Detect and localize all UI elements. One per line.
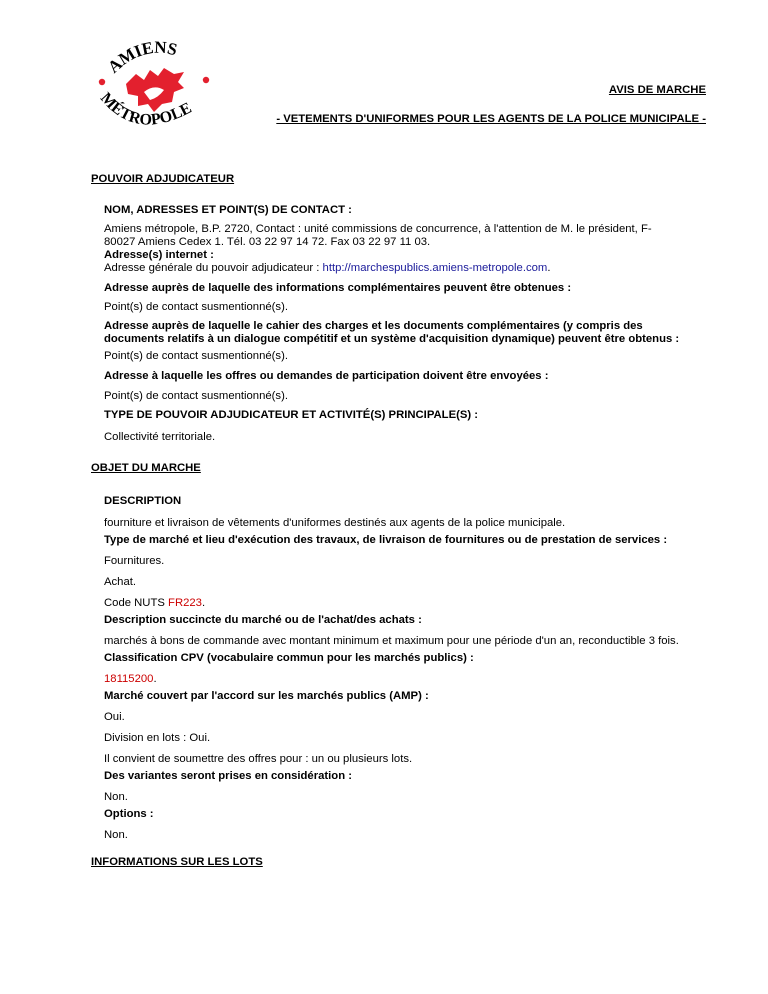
amiens-metropole-logo [92, 40, 216, 144]
nuts-line [104, 596, 708, 610]
contact-line-2: 80027 Amiens Cedex 1. Tél. 03 22 97 14 72. Fax 03 22 97 11 03. [104, 236, 431, 248]
type-value: Collectivité territoriale. [104, 431, 216, 443]
fournitures-value: Fournitures. [104, 555, 165, 567]
internet-line [104, 261, 708, 275]
internet-label: Adresse(s) internet : [104, 249, 214, 261]
section-objet-heading: OBJET DU MARCHE [91, 462, 201, 474]
notice-subtitle: - VETEMENTS D'UNIFORMES POUR LES AGENTS DE LA POLICE MUNICIPALE - [276, 113, 706, 125]
offres-label: Adresse à laquelle les offres ou demandes de participation doivent être envoyées : [104, 370, 549, 382]
nuts-code: FR223 [168, 597, 202, 609]
options-value: Non. [104, 829, 128, 841]
variantes-label: Des variantes seront prises en considération : [104, 770, 352, 782]
internet-suffix: . [547, 262, 551, 274]
nuts-suffix: . [201, 597, 206, 609]
nuts-prefix: Code NUTS [104, 597, 169, 609]
soumettre-value: Il convient de soumettre des offres pour : un ou plusieurs lots. [104, 753, 413, 765]
succincte-value: marchés à bons de commande avec montant minimum et maximum pour une période d'un an, reconductible 3 fois. [104, 635, 679, 647]
cpv-line [104, 672, 708, 686]
offres-value: Point(s) de contact susmentionné(s). [104, 390, 288, 402]
contact-line-1: Amiens métropole, B.P. 2720, Contact : unité commissions de concurrence, à l'attention de M. le président, F- [104, 223, 652, 235]
notice-title: AVIS DE MARCHE [608, 84, 706, 96]
amp-label: Marché couvert par l'accord sur les marchés publics (AMP) : [104, 690, 429, 702]
docs-label-2: documents relatifs à un dialogue compétitif et un système d'acquisition dynamique) peuvent être obtenus : [104, 333, 680, 345]
variantes-value: Non. [104, 791, 128, 803]
succincte-label: Description succincte du marché ou de l'achat/des achats : [104, 614, 422, 626]
cpv-code: 18115200 [104, 673, 154, 685]
logo-bottom-text: MÉTROPOLE [96, 89, 195, 129]
description-heading: DESCRIPTION [104, 495, 182, 507]
logo-top-text: AMIENS [104, 40, 180, 77]
achat-value: Achat. [104, 576, 137, 588]
contact-heading: NOM, ADRESSES ET POINT(S) DE CONTACT : [104, 204, 352, 216]
cpv-label: Classification CPV (vocabulaire commun pour les marchés publics) : [104, 652, 474, 664]
info-label: Adresse auprès de laquelle des informations complémentaires peuvent être obtenues : [104, 282, 572, 294]
website-link[interactable]: http://marchespublics.amiens-metropole.com [322, 262, 548, 274]
cpv-suffix: . [153, 673, 157, 685]
logo-dot-left [99, 79, 105, 85]
section-lots-heading: INFORMATIONS SUR LES LOTS [91, 856, 263, 868]
docs-label-1: Adresse auprès de laquelle le cahier des charges et les documents complémentaires (y compris des [104, 320, 643, 332]
description-value: fourniture et livraison de vêtements d'uniformes destinés aux agents de la police municipale. [104, 517, 566, 529]
internet-prefix: Adresse générale du pouvoir adjudicateur : [104, 262, 323, 274]
docs-value: Point(s) de contact susmentionné(s). [104, 350, 288, 362]
lots-division-value: Division en lots : Oui. [104, 732, 211, 744]
amp-value: Oui. [104, 711, 125, 723]
type-marche-label: Type de marché et lieu d'exécution des travaux, de livraison de fournitures ou de prestation de services : [104, 534, 668, 546]
options-label: Options : [104, 808, 154, 820]
info-value: Point(s) de contact susmentionné(s). [104, 301, 288, 313]
logo-dot-right [203, 77, 209, 83]
section-pouvoir-heading: POUVOIR ADJUDICATEUR [91, 173, 235, 185]
type-heading: TYPE DE POUVOIR ADJUDICATEUR ET ACTIVITÉ(S) PRINCIPALE(S) : [104, 409, 479, 421]
